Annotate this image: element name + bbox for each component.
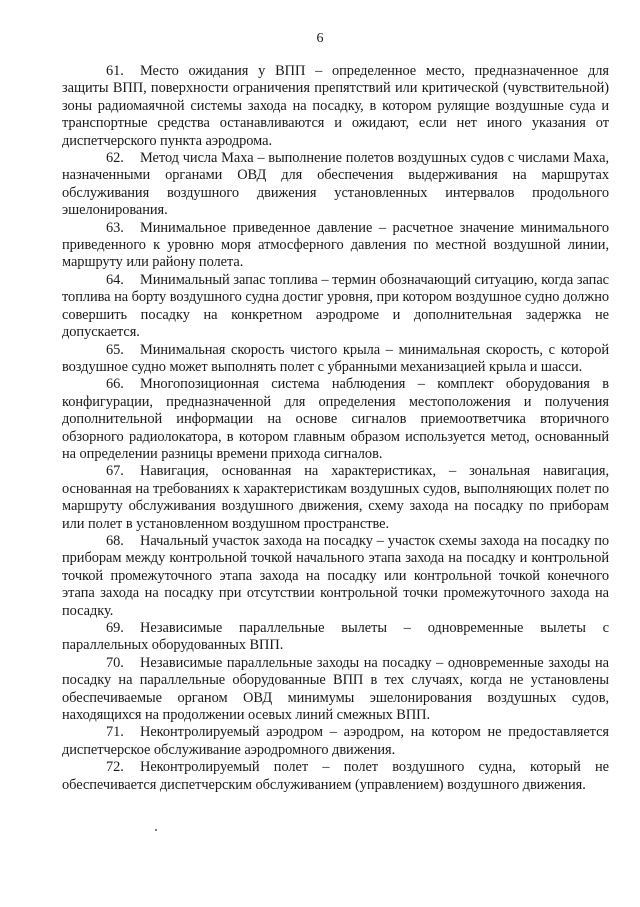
paragraph-number: 61. [106,63,124,79]
paragraph-text: Многопозиционная система наблюдения – комплект оборудования в конфигурации, предназначенной для определения местоположения и получения дополнительной информации на основе сигналов приемоответчика вторичного обзорного радиолокатора, в котором главным образом используется метод, основанный на определении разницы времени прихода сигналов. [62,376,609,462]
paragraph-66 [62,376,609,463]
paragraph-number: 67. [106,463,124,480]
paragraph-number: 69. [106,620,124,636]
paragraph-number: 70. [106,654,124,671]
page-number: 6 [316,31,324,46]
paragraph-text: Метод числа Маха – выполнение полетов воздушных судов с числами Маха, назначенными органами ОВД для обеспечения выдерживания на маршрутах обслуживания воздушного движения установленных интервалов продольного эшелонирования. [62,150,609,219]
paragraph-69 [62,620,609,655]
paragraph-text: Минимальный запас топлива – термин обозначающий ситуацию, когда запас топлива на борту воздушного судна достиг уровня, при котором воздушное судно должно совершить посадку на конкретном аэродроме и дополнительная задержка не допускается. [62,271,609,341]
paragraph-text: Минимальное приведенное давление – расчетное значение минимального приведенного к уровню моря атмосферного давления по местной воздушной линии, маршруту или району полета. [62,219,609,271]
paragraph-text: Неконтролируемый полет – полет воздушного судна, который не обеспечивается диспетчерским обслуживанием (управлением) воздушного движения. [62,759,609,793]
paragraph-text: Независимые параллельные заходы на посадку – одновременные заходы на посадку на параллельные оборудованные ВПП в тех случаях, когда не установлены обеспечиваемые органом ОВД минимумы эшелонирования воздушных судов, находящихся на продолжении осевых линий смежных ВПП. [62,654,609,724]
paragraph-number: 62. [106,150,124,167]
paragraph-67 [62,463,609,533]
document-body [62,63,609,794]
paragraph-61 [62,63,609,150]
paragraph-text: Навигация, основанная на характеристиках, – зональная навигация, основанная на требованиях к характеристикам воздушных судов, выполняющих полет по маршруту обслуживания воздушного движения, схему захода на посадку по приборам или полет в установленном воздушном пространстве. [62,463,609,532]
paragraph-72 [62,759,609,794]
paragraph-text: Начальный участок захода на посадку – участок схемы захода на посадку по приборам между контрольной точкой начального этапа захода на посадку и контрольной точкой промежуточного этапа захода на посадку или контрольной точкой конечного этапа захода на посадку при отсутствии контрольной точки промежуточного захода на посадку. [62,532,609,619]
paragraph-number: 64. [106,271,124,288]
paragraph-number: 63. [106,219,124,236]
paragraph-63 [62,220,609,272]
paragraph-text: Минимальная скорость чистого крыла – минимальная скорость, с которой воздушное судно может выполнять полет с убранными механизацией крыла и шасси. [62,341,609,375]
paragraph-70 [62,655,609,725]
scan-speck [155,829,157,831]
paragraph-text: Место ожидания у ВПП – определенное место, предназначенное для защиты ВПП, поверхности ограничения препятствий или критической (чувствительной) зоны радиомаячной системы захода на посадку, в котором рулящие воздушные суда и транспортные средства останавливаются и ожидают, если нет иного указания от диспетчерского пункта аэродрома. [62,63,609,149]
paragraph-64 [62,272,609,342]
paragraph-number: 65. [106,341,124,358]
paragraph-71 [62,724,609,759]
paragraph-text: Неконтролируемый аэродром – аэродром, на котором не предоставляется диспетчерское обслуживание аэродромного движения. [62,724,609,758]
paragraph-number: 66. [106,376,124,393]
paragraph-number: 68. [106,532,124,549]
paragraph-68 [62,533,609,620]
paragraph-62 [62,150,609,220]
paragraph-65 [62,342,609,377]
paragraph-number: 71. [106,724,124,741]
paragraph-number: 72. [106,759,124,776]
paragraph-text: Независимые параллельные вылеты – одновременные вылеты с параллельных оборудованных ВПП. [62,620,609,654]
